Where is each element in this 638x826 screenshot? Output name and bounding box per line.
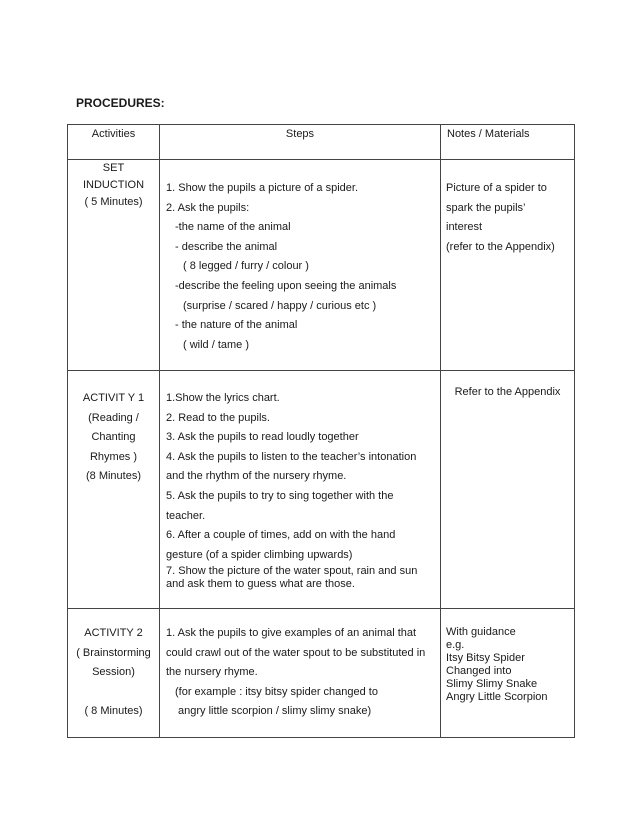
steps-cell-activity-1 bbox=[160, 371, 441, 609]
activity-label: Chanting bbox=[91, 431, 136, 444]
activity-cell-activity-2 bbox=[68, 609, 160, 738]
step-line: teacher. bbox=[166, 509, 206, 522]
header-activities: Activities bbox=[68, 125, 160, 160]
activity-duration: (8 Minutes) bbox=[85, 470, 142, 483]
step-line: angry little scorpion / slimy slimy snake) bbox=[178, 705, 372, 718]
activity-label: Rhymes ) bbox=[89, 450, 138, 463]
step-line: (for example : itsy bitsy spider changed to bbox=[175, 685, 378, 698]
header-notes: Notes / Materials bbox=[441, 125, 575, 160]
step-line: ( 8 legged / furry / colour ) bbox=[183, 260, 309, 273]
step-line: - describe the animal bbox=[175, 240, 278, 253]
step-line: - the nature of the animal bbox=[175, 319, 298, 332]
step-line: could crawl out of the water spout to be substituted in bbox=[166, 646, 426, 659]
note-line: Changed into bbox=[446, 665, 512, 677]
step-line: the nursery rhyme. bbox=[166, 666, 258, 679]
note-line: e.g. bbox=[446, 639, 465, 651]
activity-label: (Reading / bbox=[88, 411, 139, 424]
step-line: (surprise / scared / happy / curious etc ) bbox=[183, 299, 377, 312]
step-line: and ask them to guess what are those. bbox=[166, 578, 355, 591]
step-line: 7. Show the picture of the water spout, rain and sun bbox=[166, 565, 418, 578]
table-row-set-induction bbox=[68, 160, 575, 371]
steps-cell-set-induction bbox=[160, 160, 441, 371]
step-line: ( wild / tame ) bbox=[183, 338, 250, 351]
activity-duration: ( 5 Minutes) bbox=[84, 196, 143, 208]
procedures-table bbox=[67, 124, 575, 738]
note-line: Slimy Slimy Snake bbox=[446, 678, 538, 690]
note-line: Picture of a spider to bbox=[446, 182, 547, 194]
step-line: 1. Ask the pupils to give examples of an animal that bbox=[166, 627, 417, 639]
activity-label: ACTIVITY 2 bbox=[84, 627, 143, 639]
step-line: gesture (of a spider climbing upwards) bbox=[166, 548, 353, 561]
step-line: 1. Show the pupils a picture of a spider. bbox=[166, 182, 359, 194]
activity-label: ( Brainstorming bbox=[76, 646, 151, 659]
activity-duration: ( 8 Minutes) bbox=[84, 704, 143, 717]
step-line: 2. Ask the pupils: bbox=[166, 201, 250, 214]
note-line: With guidance bbox=[446, 626, 516, 638]
notes-cell-activity-1 bbox=[441, 371, 575, 609]
notes-cell-set-induction bbox=[441, 160, 575, 371]
step-line: 6. After a couple of times, add on with the hand bbox=[166, 529, 396, 542]
note-line: interest bbox=[446, 221, 483, 234]
activity-cell-activity-1 bbox=[68, 371, 160, 609]
step-line: 5. Ask the pupils to try to sing together with the bbox=[166, 489, 394, 502]
step-line: 4. Ask the pupils to listen to the teacher’s intonation bbox=[166, 450, 417, 463]
activity-label: INDUCTION bbox=[82, 179, 145, 191]
step-line: 1.Show the lyrics chart. bbox=[166, 392, 280, 404]
note-line: (refer to the Appendix) bbox=[446, 240, 555, 253]
section-heading: PROCEDURES: bbox=[76, 96, 165, 110]
activity-label: ACTIVIT Y 1 bbox=[82, 392, 145, 404]
step-line: 2. Read to the pupils. bbox=[166, 411, 270, 424]
note-line: Refer to the Appendix bbox=[454, 386, 561, 398]
step-line: and the rhythm of the nursery rhyme. bbox=[166, 470, 347, 483]
table-header-row bbox=[68, 125, 575, 160]
step-line: -describe the feeling upon seeing the animals bbox=[175, 279, 397, 292]
note-line: Itsy Bitsy Spider bbox=[446, 652, 525, 664]
header-steps: Steps bbox=[160, 125, 441, 160]
activity-label: SET bbox=[102, 162, 125, 174]
notes-cell-activity-2 bbox=[441, 609, 575, 738]
activity-cell-set-induction bbox=[68, 160, 160, 371]
activity-label: Session) bbox=[92, 666, 135, 679]
step-line: -the name of the animal bbox=[175, 221, 291, 234]
note-line: spark the pupils’ bbox=[446, 201, 526, 214]
table-row-activity-1 bbox=[68, 371, 575, 609]
note-line: Angry Little Scorpion bbox=[446, 691, 548, 703]
steps-cell-activity-2 bbox=[160, 609, 441, 738]
step-line: 3. Ask the pupils to read loudly together bbox=[166, 431, 359, 444]
table-row-activity-2 bbox=[68, 609, 575, 738]
